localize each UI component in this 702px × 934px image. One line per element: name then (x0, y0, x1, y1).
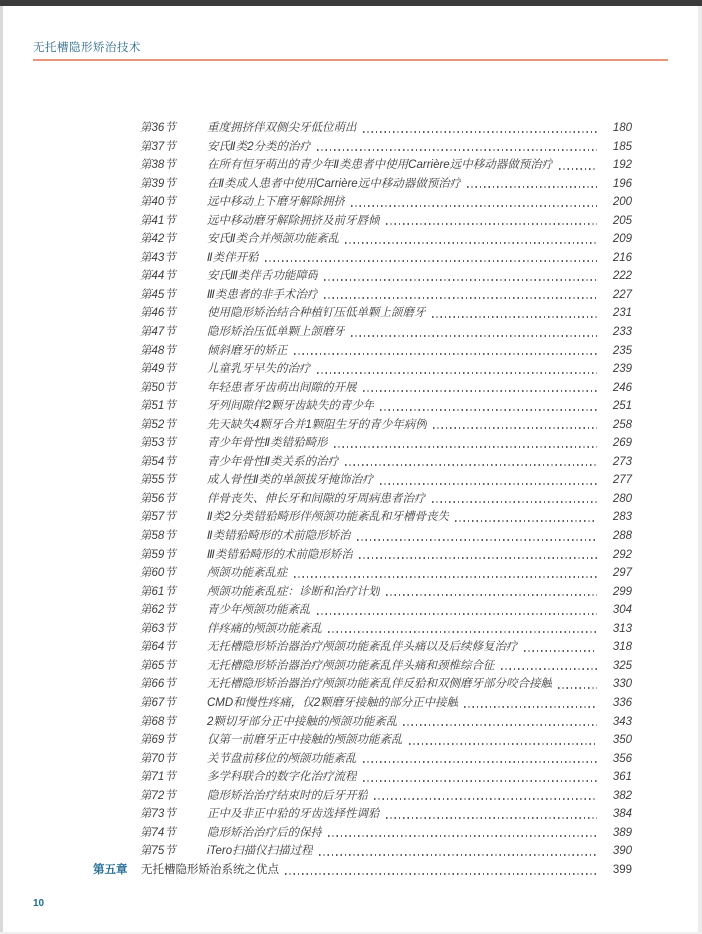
toc-entry-title: 颅颌功能紊乱症 (207, 567, 288, 580)
dot-leader (386, 223, 598, 225)
toc-entry-page-number: 313 (612, 622, 632, 635)
toc-section-row (140, 212, 632, 231)
toc-entry-title: Ⅲ类错𬌗畸形的术前隐形矫治 (207, 548, 353, 561)
toc-entry-page-number: 297 (612, 567, 632, 580)
toc-entry-label: 第50节 (140, 381, 176, 394)
dot-leader (317, 149, 597, 151)
dot-leader (265, 260, 597, 262)
toc-entry-label: 第五章 (93, 863, 128, 876)
toc-section-row (140, 323, 632, 342)
toc-entry-label: 第43节 (140, 251, 176, 264)
dot-leader (467, 186, 597, 188)
table-of-contents (93, 119, 632, 880)
dot-leader (380, 483, 597, 485)
toc-section-row (140, 750, 632, 769)
toc-entry-page-number: 200 (612, 196, 632, 209)
toc-entry-label: 第52节 (140, 418, 176, 431)
toc-entry-title: 隐形矫治压低单颗上颌磨牙 (207, 326, 345, 339)
toc-entry-title: 使用隐形矫治结合种植钉压低单颗上颌磨牙 (207, 307, 426, 320)
toc-section-row (140, 119, 632, 138)
toc-entry-label: 第68节 (140, 715, 176, 728)
dot-leader (559, 168, 597, 170)
dot-leader (374, 798, 597, 800)
toc-section-row (140, 156, 632, 175)
dot-leader (363, 761, 598, 763)
toc-entry-page-number: 330 (612, 678, 632, 691)
toc-entry-label: 第36节 (140, 122, 176, 134)
dot-leader (433, 427, 597, 429)
toc-entry-label: 第66节 (140, 678, 176, 691)
toc-entry-title: 安氏Ⅱ类2分类的治疗 (207, 140, 312, 153)
toc-entry-page-number: 185 (612, 140, 632, 153)
toc-entry-label: 第75节 (140, 845, 176, 858)
toc-entry-title: 伴骨丧失、伸长牙和间隙的牙周病患者治疗 (207, 492, 426, 505)
dot-leader (386, 594, 598, 596)
toc-entry-page-number: 325 (612, 659, 632, 672)
toc-entry-label: 第67节 (140, 696, 176, 709)
toc-entry-label: 第40节 (140, 196, 176, 209)
toc-entry-title: 远中移动上下磨牙解除拥挤 (207, 196, 345, 209)
toc-section-row (140, 805, 632, 824)
toc-entry-label: 第56节 (140, 492, 176, 505)
toc-entry-page-number: 304 (612, 604, 632, 617)
toc-entry-title: 2颗切牙部分正中接触的颅颌功能紊乱 (207, 715, 398, 728)
toc-entry-page-number: 288 (612, 530, 632, 543)
dot-leader (359, 557, 597, 559)
toc-chapter-row (93, 861, 632, 880)
toc-section-row (140, 657, 632, 676)
toc-section-row (140, 434, 632, 453)
dot-leader (363, 131, 598, 133)
toc-entry-label: 第69节 (140, 734, 176, 747)
dot-leader (380, 409, 597, 411)
toc-entry-page-number: 239 (612, 363, 632, 376)
dot-leader (334, 446, 597, 448)
toc-entry-title: 儿童乳牙早失的治疗 (207, 363, 311, 376)
toc-entry-page-number: 209 (612, 233, 632, 246)
toc-entry-title: Ⅱ类错𬌗畸形的术前隐形矫治 (207, 530, 351, 543)
dot-leader (317, 372, 598, 374)
toc-entry-page-number: 269 (612, 437, 632, 450)
toc-entry-title: 隐形矫治治疗后的保持 (207, 826, 322, 839)
toc-entry-page-number: 205 (612, 214, 632, 227)
dot-leader (432, 316, 598, 318)
toc-section-row (140, 230, 632, 249)
toc-entry-page-number: 399 (612, 863, 632, 876)
toc-entry-title: Ⅱ类伴开𬌗 (207, 251, 259, 264)
toc-entry-page-number: 216 (612, 251, 632, 264)
toc-entry-title: 青少年骨性Ⅱ类关系的治疗 (207, 455, 340, 468)
dot-leader (432, 501, 598, 503)
toc-entry-label: 第37节 (140, 140, 176, 153)
toc-section-row (140, 453, 632, 472)
toc-entry-page-number: 356 (612, 752, 632, 765)
toc-entry-page-number: 227 (612, 288, 632, 301)
dot-leader (455, 520, 597, 522)
toc-entry-title: Ⅱ类2分类错𬌗畸形伴颅颌功能紊乱和牙槽骨丧失 (207, 511, 450, 524)
toc-section-row (140, 527, 632, 546)
toc-section-row (140, 824, 632, 843)
toc-section-row (140, 546, 632, 565)
toc-entry-page-number: 292 (612, 548, 632, 561)
toc-entry-title: 倾斜磨牙的矫正 (207, 344, 288, 357)
header-rule (33, 59, 668, 61)
toc-entry-page-number: 192 (612, 159, 632, 172)
toc-entry-label: 第39节 (140, 177, 176, 190)
toc-entry-page-number: 283 (612, 511, 632, 524)
toc-entry-label: 第61节 (140, 585, 176, 598)
toc-entry-page-number: 233 (612, 326, 632, 339)
dot-leader (524, 650, 598, 652)
toc-entry-page-number: 389 (612, 826, 632, 839)
toc-entry-title: 在Ⅱ类成人患者中使用Carrière远中移动器做预治疗 (207, 177, 462, 190)
toc-section-row (140, 638, 632, 657)
dot-leader (501, 668, 598, 670)
dot-leader (351, 335, 597, 337)
toc-section-row (140, 508, 632, 527)
toc-entry-page-number: 277 (612, 474, 632, 487)
toc-entry-label: 第64节 (140, 641, 176, 654)
toc-entry-page-number: 231 (612, 307, 632, 320)
toc-entry-label: 第62节 (140, 604, 176, 617)
page-left-edge (0, 6, 3, 934)
toc-entry-page-number: 336 (612, 696, 632, 709)
toc-entry-label: 第63节 (140, 622, 176, 635)
toc-entry-title: 仅第一前磨牙正中接触的颅颌功能紊乱 (207, 734, 403, 747)
toc-entry-title: 隐形矫治治疗结束时的后牙开𬌗 (207, 789, 368, 802)
dot-leader (328, 631, 597, 633)
toc-section-row (140, 379, 632, 398)
toc-entry-title: 青少年骨性Ⅱ类错𬌗畸形 (207, 437, 328, 450)
toc-entry-label: 第45节 (140, 288, 176, 301)
toc-entry-title: 远中移动磨牙解除拥挤及前牙唇倾 (207, 214, 380, 227)
toc-entry-title: 安氏Ⅲ类伴舌功能障碍 (207, 270, 319, 283)
dot-leader (317, 613, 598, 615)
running-head-title: 无托槽隐形矫治技术 (33, 42, 141, 54)
toc-entry-page-number: 196 (612, 177, 632, 190)
toc-entry-page-number: 222 (612, 270, 632, 283)
toc-section-row (140, 583, 632, 602)
toc-entry-page-number: 235 (612, 344, 632, 357)
toc-entry-label: 第49节 (140, 363, 176, 376)
toc-entry-title: 伴疼痛的颅颌功能紊乱 (207, 622, 322, 635)
toc-section-row (140, 416, 632, 435)
toc-entry-page-number: 280 (612, 492, 632, 505)
dot-leader (345, 464, 597, 466)
toc-entry-label: 第47节 (140, 326, 176, 339)
toc-section-row (140, 601, 632, 620)
dot-leader (319, 854, 597, 856)
toc-entry-page-number: 246 (612, 381, 632, 394)
toc-section-row (140, 768, 632, 787)
toc-entry-title: 成人骨性Ⅱ类的单颌拔牙掩饰治疗 (207, 474, 374, 487)
toc-entry-title: 年轻患者牙齿萌出间隙的开展 (207, 381, 357, 394)
toc-entry-page-number: 343 (612, 715, 632, 728)
toc-section-row (140, 193, 632, 212)
dot-leader (328, 835, 597, 837)
toc-entry-title: 关节盘前移位的颅颌功能紊乱 (207, 752, 357, 765)
dot-leader (345, 242, 597, 244)
toc-entry-page-number: 251 (612, 400, 632, 413)
toc-section-row (140, 138, 632, 157)
toc-section-row (140, 360, 632, 379)
toc-entry-page-number: 384 (612, 808, 632, 821)
dot-leader (294, 353, 598, 355)
dot-leader (558, 687, 597, 689)
dot-leader (324, 279, 597, 281)
toc-entry-title: 在所有恒牙萌出的青少年Ⅱ类患者中使用Carrière远中移动器做预治疗 (207, 159, 554, 172)
toc-entry-title: Ⅲ类患者的非手术治疗 (207, 288, 319, 301)
toc-entry-label: 第38节 (140, 159, 176, 172)
dot-leader (351, 205, 597, 207)
toc-section-row (140, 249, 632, 268)
toc-section-row (140, 175, 632, 194)
page-right-edge (698, 6, 702, 934)
toc-entry-title: 先天缺失4颗牙合并1颗阻生牙的青少年病例 (207, 418, 427, 431)
toc-entry-page-number: 318 (612, 641, 632, 654)
toc-entry-page-number: 299 (612, 585, 632, 598)
toc-entry-label: 第59节 (140, 548, 176, 561)
toc-entry-label: 第73节 (140, 808, 176, 821)
dot-leader (363, 390, 598, 392)
toc-entry-label: 第65节 (140, 659, 176, 672)
toc-entry-title: 重度拥挤伴双侧尖牙低位萌出 (207, 122, 357, 134)
toc-entry-label: 第53节 (140, 437, 176, 450)
toc-entry-page-number: 350 (612, 734, 632, 747)
toc-entry-label: 第44节 (140, 270, 176, 283)
toc-entry-title: 颅颌功能紊乱症：诊断和治疗计划 (207, 585, 380, 598)
toc-entry-label: 第58节 (140, 530, 176, 543)
toc-entry-title: 无托槽隐形矫治器治疗颅颌功能紊乱伴头痛和颈椎综合征 (207, 659, 495, 672)
toc-entry-page-number: 382 (612, 789, 632, 802)
toc-entry-page-number: 390 (612, 845, 632, 858)
toc-entry-label: 第71节 (140, 771, 176, 784)
toc-section-row (140, 286, 632, 305)
toc-entry-label: 第57节 (140, 511, 176, 524)
page-top-edge (0, 0, 702, 6)
dot-leader (324, 297, 597, 299)
toc-section-row (140, 564, 632, 583)
dot-leader (403, 724, 597, 726)
toc-section-row (140, 694, 632, 713)
toc-entry-title: 青少年颅颌功能紊乱 (207, 604, 311, 617)
toc-entry-page-number: 273 (612, 455, 632, 468)
dot-leader (294, 576, 598, 578)
toc-entry-label: 第60节 (140, 567, 176, 580)
toc-entry-title: 安氏Ⅱ类合并颅颌功能紊乱 (207, 233, 340, 246)
toc-entry-title: 正中及非正中𬌗的牙齿选择性调𬌗 (207, 808, 380, 821)
dot-leader (409, 743, 598, 745)
dot-leader (386, 817, 598, 819)
toc-entry-label: 第70节 (140, 752, 176, 765)
toc-entry-title: CMD和慢性疼痛，仅2颗磨牙接触的部分正中接触 (207, 696, 459, 709)
toc-entry-label: 第74节 (140, 826, 176, 839)
toc-entry-label: 第54节 (140, 455, 176, 468)
dot-leader (285, 873, 597, 875)
toc-section-row (140, 675, 632, 694)
toc-entry-title: iTero扫描仪扫描过程 (207, 845, 313, 858)
toc-section-row (140, 787, 632, 806)
dot-leader (357, 539, 597, 541)
toc-section-row (140, 620, 632, 639)
toc-entry-page-number: 180 (612, 122, 632, 134)
toc-entry-title: 无托槽隐形矫治器治疗颅颌功能紊乱伴头痛以及后续修复治疗 (207, 641, 518, 654)
toc-section-row (140, 397, 632, 416)
toc-entry-title: 无托槽隐形矫治系统之优点 (141, 863, 279, 876)
toc-entry-label: 第55节 (140, 474, 176, 487)
toc-entry-title: 无托槽隐形矫治器治疗颅颌功能紊乱伴反𬌗和双侧磨牙部分咬合接触 (207, 678, 552, 691)
toc-entry-label: 第42节 (140, 233, 176, 246)
toc-section-row (140, 304, 632, 323)
toc-section-row (140, 490, 632, 509)
toc-section-row (140, 342, 632, 361)
toc-entry-label: 第48节 (140, 344, 176, 357)
toc-section-row (140, 731, 632, 750)
toc-entry-label: 第46节 (140, 307, 176, 320)
toc-entry-label: 第72节 (140, 789, 176, 802)
toc-section-row (140, 842, 632, 861)
toc-section-row (140, 713, 632, 732)
toc-entry-page-number: 361 (612, 771, 632, 784)
toc-entry-label: 第51节 (140, 400, 176, 413)
toc-section-row (140, 267, 632, 286)
toc-entry-page-number: 258 (612, 418, 632, 431)
toc-entry-label: 第41节 (140, 214, 176, 227)
toc-section-row (140, 471, 632, 490)
toc-entry-title: 多学科联合的数字化治疗流程 (207, 771, 357, 784)
dot-leader (464, 706, 597, 708)
folio-page-number: 10 (33, 898, 45, 909)
dot-leader (363, 780, 598, 782)
toc-entry-title: 牙列间隙伴2颗牙齿缺失的青少年 (207, 400, 375, 413)
